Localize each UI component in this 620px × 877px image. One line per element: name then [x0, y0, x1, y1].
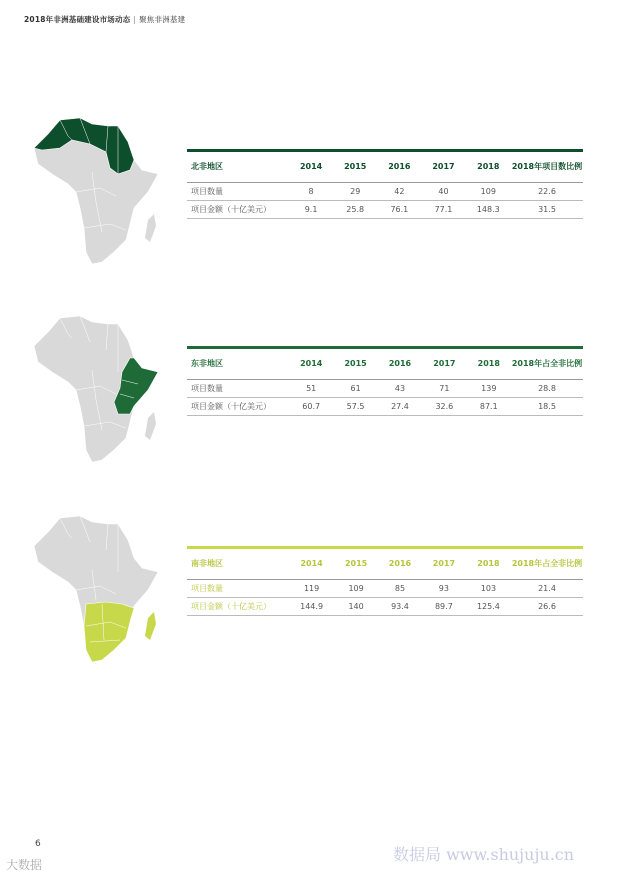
year-header: 2018 — [466, 549, 511, 580]
ratio-header: 2018年占全非比例 — [511, 549, 583, 580]
cell: 148.3 — [466, 201, 511, 219]
east-africa-table — [187, 346, 583, 416]
report-title: 2018年非洲基础建设市场动态 — [24, 15, 131, 24]
cell: 77.1 — [421, 201, 465, 219]
cell: 27.4 — [378, 398, 422, 416]
year-header: 2017 — [421, 152, 465, 183]
row-label: 项目数量 — [187, 380, 289, 398]
report-subtitle: 聚焦非洲基建 — [139, 15, 186, 24]
year-header: 2016 — [378, 549, 422, 580]
year-header: 2014 — [289, 349, 333, 380]
cell: 85 — [378, 580, 422, 598]
cell: 89.7 — [422, 598, 466, 616]
africa-map-south — [30, 510, 165, 665]
year-header: 2016 — [377, 152, 421, 183]
cell: 42 — [377, 183, 421, 201]
watermark-right: 数据局 www.shujuju.cn — [393, 845, 575, 864]
row-label: 项目金额（十亿美元） — [187, 201, 289, 219]
cell: 144.9 — [289, 598, 334, 616]
cell: 9.1 — [289, 201, 333, 219]
ratio-header: 2018年占全非比例 — [511, 349, 583, 380]
table-row — [187, 183, 583, 201]
region-name: 东非地区 — [187, 349, 289, 380]
table-header-row — [187, 549, 583, 580]
south-africa-highlight — [84, 602, 134, 662]
page-header — [24, 14, 185, 25]
table-row — [187, 580, 583, 598]
cell: 51 — [289, 380, 333, 398]
cell: 18.5 — [511, 398, 583, 416]
cell: 40 — [421, 183, 465, 201]
cell: 22.6 — [511, 183, 583, 201]
table-header-row — [187, 349, 583, 380]
year-header: 2015 — [333, 152, 377, 183]
cell: 119 — [289, 580, 334, 598]
year-header: 2016 — [378, 349, 422, 380]
cell: 140 — [334, 598, 378, 616]
cell: 21.4 — [511, 580, 583, 598]
row-label: 项目金额（十亿美元） — [187, 398, 289, 416]
cell: 125.4 — [466, 598, 511, 616]
table-row — [187, 201, 583, 219]
row-label: 项目数量 — [187, 580, 289, 598]
madagascar — [145, 214, 156, 242]
cell: 109 — [334, 580, 378, 598]
cell: 31.5 — [511, 201, 583, 219]
table-row — [187, 398, 583, 416]
cell: 60.7 — [289, 398, 333, 416]
ratio-header: 2018年项目数比例 — [511, 152, 583, 183]
africa-map-east — [30, 310, 165, 465]
cell: 25.8 — [333, 201, 377, 219]
cell: 139 — [467, 380, 511, 398]
africa-map-north — [30, 112, 165, 267]
cell: 109 — [466, 183, 511, 201]
year-header: 2018 — [466, 152, 511, 183]
cell: 71 — [422, 380, 466, 398]
cell: 43 — [378, 380, 422, 398]
header-separator: | — [133, 15, 137, 24]
cell: 61 — [333, 380, 377, 398]
madagascar — [145, 612, 156, 640]
madagascar — [145, 412, 156, 440]
year-header: 2014 — [289, 549, 334, 580]
cell: 103 — [466, 580, 511, 598]
row-label: 项目数量 — [187, 183, 289, 201]
table-header-row — [187, 152, 583, 183]
cell: 26.6 — [511, 598, 583, 616]
cell: 57.5 — [333, 398, 377, 416]
year-header: 2017 — [422, 349, 466, 380]
watermark-left: 大数据 — [6, 858, 43, 872]
year-header: 2015 — [333, 349, 377, 380]
region-name: 南非地区 — [187, 549, 289, 580]
table-row — [187, 598, 583, 616]
cell: 93.4 — [378, 598, 422, 616]
year-header: 2014 — [289, 152, 333, 183]
cell: 29 — [333, 183, 377, 201]
year-header: 2018 — [467, 349, 511, 380]
year-header: 2015 — [334, 549, 378, 580]
cell: 32.6 — [422, 398, 466, 416]
cell: 93 — [422, 580, 466, 598]
cell: 8 — [289, 183, 333, 201]
page-number: 6 — [35, 839, 41, 849]
year-header: 2017 — [422, 549, 466, 580]
table-row — [187, 380, 583, 398]
cell: 28.8 — [511, 380, 583, 398]
south-africa-table — [187, 546, 583, 616]
north-africa-table — [187, 149, 583, 219]
region-name: 北非地区 — [187, 152, 289, 183]
cell: 87.1 — [467, 398, 511, 416]
cell: 76.1 — [377, 201, 421, 219]
row-label: 项目金额（十亿美元） — [187, 598, 289, 616]
